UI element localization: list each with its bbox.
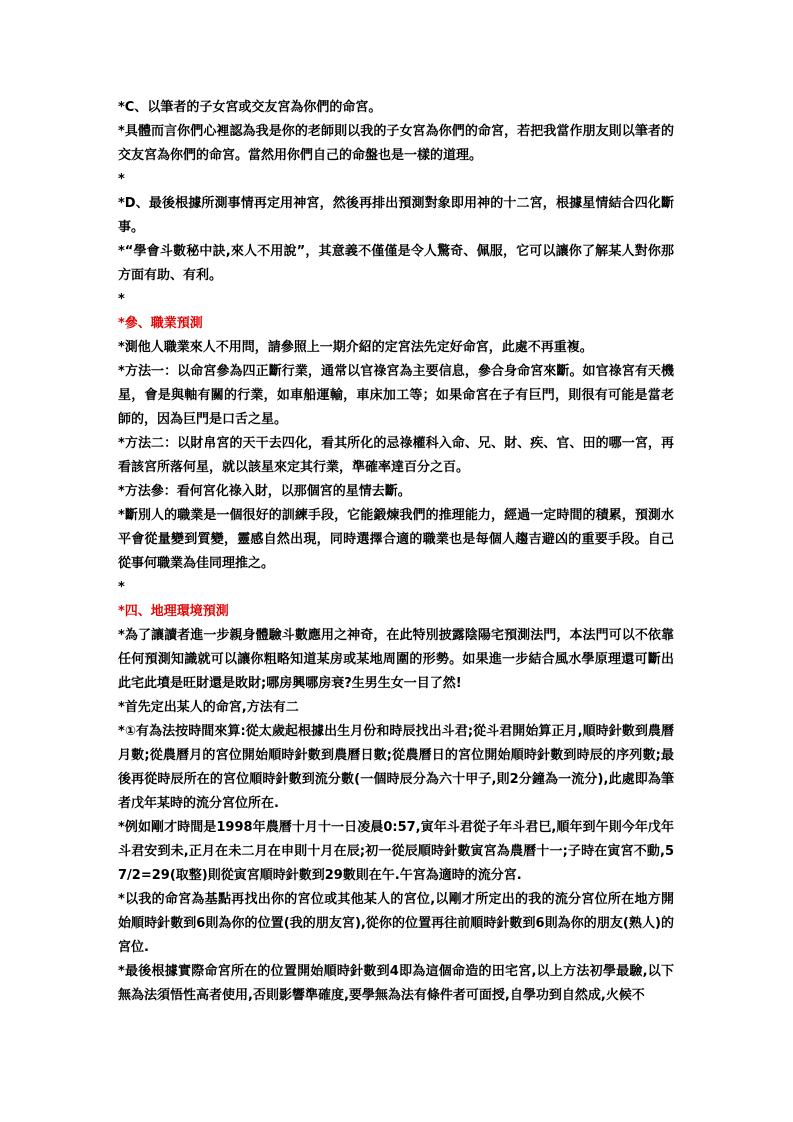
paragraph: *方法一：以命宮參為四正斷行業，通常以官祿宮為主要信息，參合身命宮來斷。如官祿宮有天機星，會是與軸有關的行業，如車船運輸，車床加工等；如果命宮在子有巨門，則很有可能是當老師的，因為巨門是口舌之星。 [118,364,674,427]
paragraph: *①有為法按時間來算:從太歲起根據出生月份和時辰找出斗君;從斗君開始算正月,順時針數到農曆月數;從農曆月的宮位開始順時針數到農曆日數;從農曆日的宮位開始順時針數到時辰的序列數;最後再從時辰所在的宮位順時針數到流分數(一個時辰分為六十甲子,則2分鐘為一流分),此處即為筆者戊年某時的流分宮位所在. [118,724,674,811]
paragraph: *首先定出某人的命宮,方法有二 [118,700,299,715]
paragraph: *D、最後根據所測事情再定用神宮，然後再排出預測對象即用神的十二宮，根據星情結合四化斷事。 [118,196,674,235]
paragraph: *C、以筆者的子女宮或交友宮為你們的命宮。 [118,100,382,115]
paragraph: *方法二：以財帛宮的天干去四化，看其所化的忌祿權科入命、兄、財、疾、官、田的哪一宮，再看該宮所落何星，就以該星來定其行業，準確率達百分之百。 [118,436,674,475]
paragraph: *方法參：看何宮化祿入財，以那個宮的星情去斷。 [118,484,411,499]
paragraph: *最後根據實際命宮所在的位置開始順時針數到4即為這個命造的田宅宮,以上方法初學最驗,以下無為法須悟性高者使用,否則影響準確度,要學無為法有條件者可面授,自學功到自然成,火候不 [118,964,674,1003]
paragraph: *“學會斗數秘中訣,來人不用說”，其意義不僅僅是令人驚奇、佩服，它可以讓你了解某人對你那方面有助、有利。 [118,244,674,283]
paragraph: *為了讓讀者進一步親身體驗斗數應用之神奇，在此特別披露陰陽宅預測法門，本法門可以不依靠任何預測知識就可以讓你粗略知道某房或某地周圍的形勢。如果進一步結合風水學原理還可斷出此宅此墳是旺財還是敗財;哪房興哪房衰?生男生女一目了然! [118,628,674,691]
paragraph: * [118,172,125,187]
paragraph: *以我的命宮為基點再找出你的宮位或其他某人的宮位,以剛才所定出的我的流分宮位所在地方開始順時針數到6則為你的位置(我的朋友宮),從你的位置再往前順時針數到6則為你的朋友(熟人)的宮位. [118,892,674,955]
paragraph: *斷別人的職業是一個很好的訓練手段，它能鍛煉我們的推理能力，經過一定時間的積累，預測水平會從量變到質變，靈感自然出現，同時選擇合適的職業也是每個人趨吉避凶的重要手段。自己從事何職業為佳同理推之。 [118,508,674,571]
section-heading: *四、地理環境預測 [118,604,229,619]
document-page [118,96,674,1008]
paragraph: *例如剛才時間是1998年農曆十月十一日凌晨0:57,寅年斗君從子年斗君巳,順年到午則今年戊年斗君安到未,正月在未二月在申則十月在辰;初一從辰順時針數寅宮為農曆十一;子時在寅宮不動,57/2=29(取整)則從寅宮順時針數到29數則在午.午宮為適時的流分宮. [118,820,674,883]
section-heading: *參、職業預測 [118,316,203,331]
paragraph: * [118,292,125,307]
paragraph: * [118,580,125,595]
paragraph: *測他人職業來人不用問，請參照上一期介紹的定宮法先定好命宮，此處不再重複。 [118,340,593,355]
paragraph: *具體而言你們心裡認為我是你的老師則以我的子女宮為你們的命宮，若把我當作朋友則以筆者的交友宮為你們的命宮。當然用你們自己的命盤也是一樣的道理。 [118,124,674,163]
